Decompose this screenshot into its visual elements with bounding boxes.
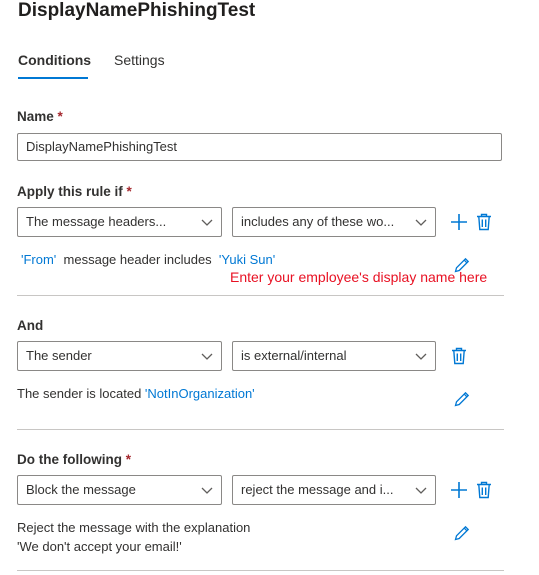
edit-icon[interactable] <box>453 524 471 542</box>
delete-icon[interactable] <box>475 481 493 499</box>
section-divider <box>17 429 504 430</box>
condition-description-text: message header includes <box>63 252 212 267</box>
page-title: DisplayNamePhishingTest <box>18 0 256 21</box>
sender-location-link[interactable]: 'NotInOrganization' <box>144 386 255 401</box>
and-label: And <box>17 318 44 333</box>
add-icon[interactable] <box>450 481 468 499</box>
tab-settings[interactable]: Settings <box>114 52 165 68</box>
and-description <box>17 385 255 403</box>
and-condition-dropdown[interactable] <box>17 341 222 371</box>
and-description-text: The sender is located <box>17 386 142 401</box>
action-dropdown-value: Block the message <box>26 482 136 497</box>
annotation-note: Enter your employee's display name here <box>230 269 488 285</box>
chevron-down-icon <box>201 351 213 361</box>
name-label <box>17 108 63 126</box>
operator-dropdown[interactable] <box>232 207 436 237</box>
active-tab-indicator <box>18 77 88 79</box>
action-dropdown[interactable] <box>17 475 222 505</box>
chevron-down-icon <box>415 351 427 361</box>
condition-dropdown[interactable] <box>17 207 222 237</box>
section-divider <box>17 570 504 571</box>
required-mark: * <box>125 452 132 467</box>
operator-dropdown-value: includes any of these wo... <box>241 214 395 229</box>
rejection-explanation-link[interactable]: 'We don't accept your email!' <box>17 539 182 554</box>
delete-icon[interactable] <box>450 347 468 365</box>
and-operator-dropdown-value: is external/internal <box>241 348 347 363</box>
chevron-down-icon <box>415 217 427 227</box>
add-icon[interactable] <box>450 213 468 231</box>
chevron-down-icon <box>201 217 213 227</box>
delete-icon[interactable] <box>475 213 493 231</box>
condition-description <box>21 251 275 269</box>
name-input[interactable]: DisplayNamePhishingTest <box>17 133 502 161</box>
action-description: Reject the message with the explanation <box>17 520 251 535</box>
edit-icon[interactable] <box>453 390 471 408</box>
do-following-label-text: Do the following <box>17 452 122 467</box>
required-mark: * <box>126 184 132 199</box>
action-option-dropdown-value: reject the message and i... <box>241 482 394 497</box>
action-option-dropdown[interactable] <box>232 475 436 505</box>
and-operator-dropdown[interactable] <box>232 341 436 371</box>
chevron-down-icon <box>415 485 427 495</box>
apply-rule-label <box>17 183 132 201</box>
tab-conditions[interactable]: Conditions <box>18 52 92 68</box>
display-name-link[interactable]: 'Yuki Sun' <box>218 252 276 267</box>
do-following-label <box>17 451 131 469</box>
chevron-down-icon <box>201 485 213 495</box>
section-divider <box>17 295 504 296</box>
apply-rule-label-text: Apply this rule if <box>17 184 123 199</box>
required-mark: * <box>57 109 63 124</box>
condition-dropdown-value: The message headers... <box>26 214 167 229</box>
name-label-text: Name <box>17 109 54 124</box>
header-link[interactable]: 'From' <box>21 252 57 267</box>
and-condition-dropdown-value: The sender <box>26 348 92 363</box>
